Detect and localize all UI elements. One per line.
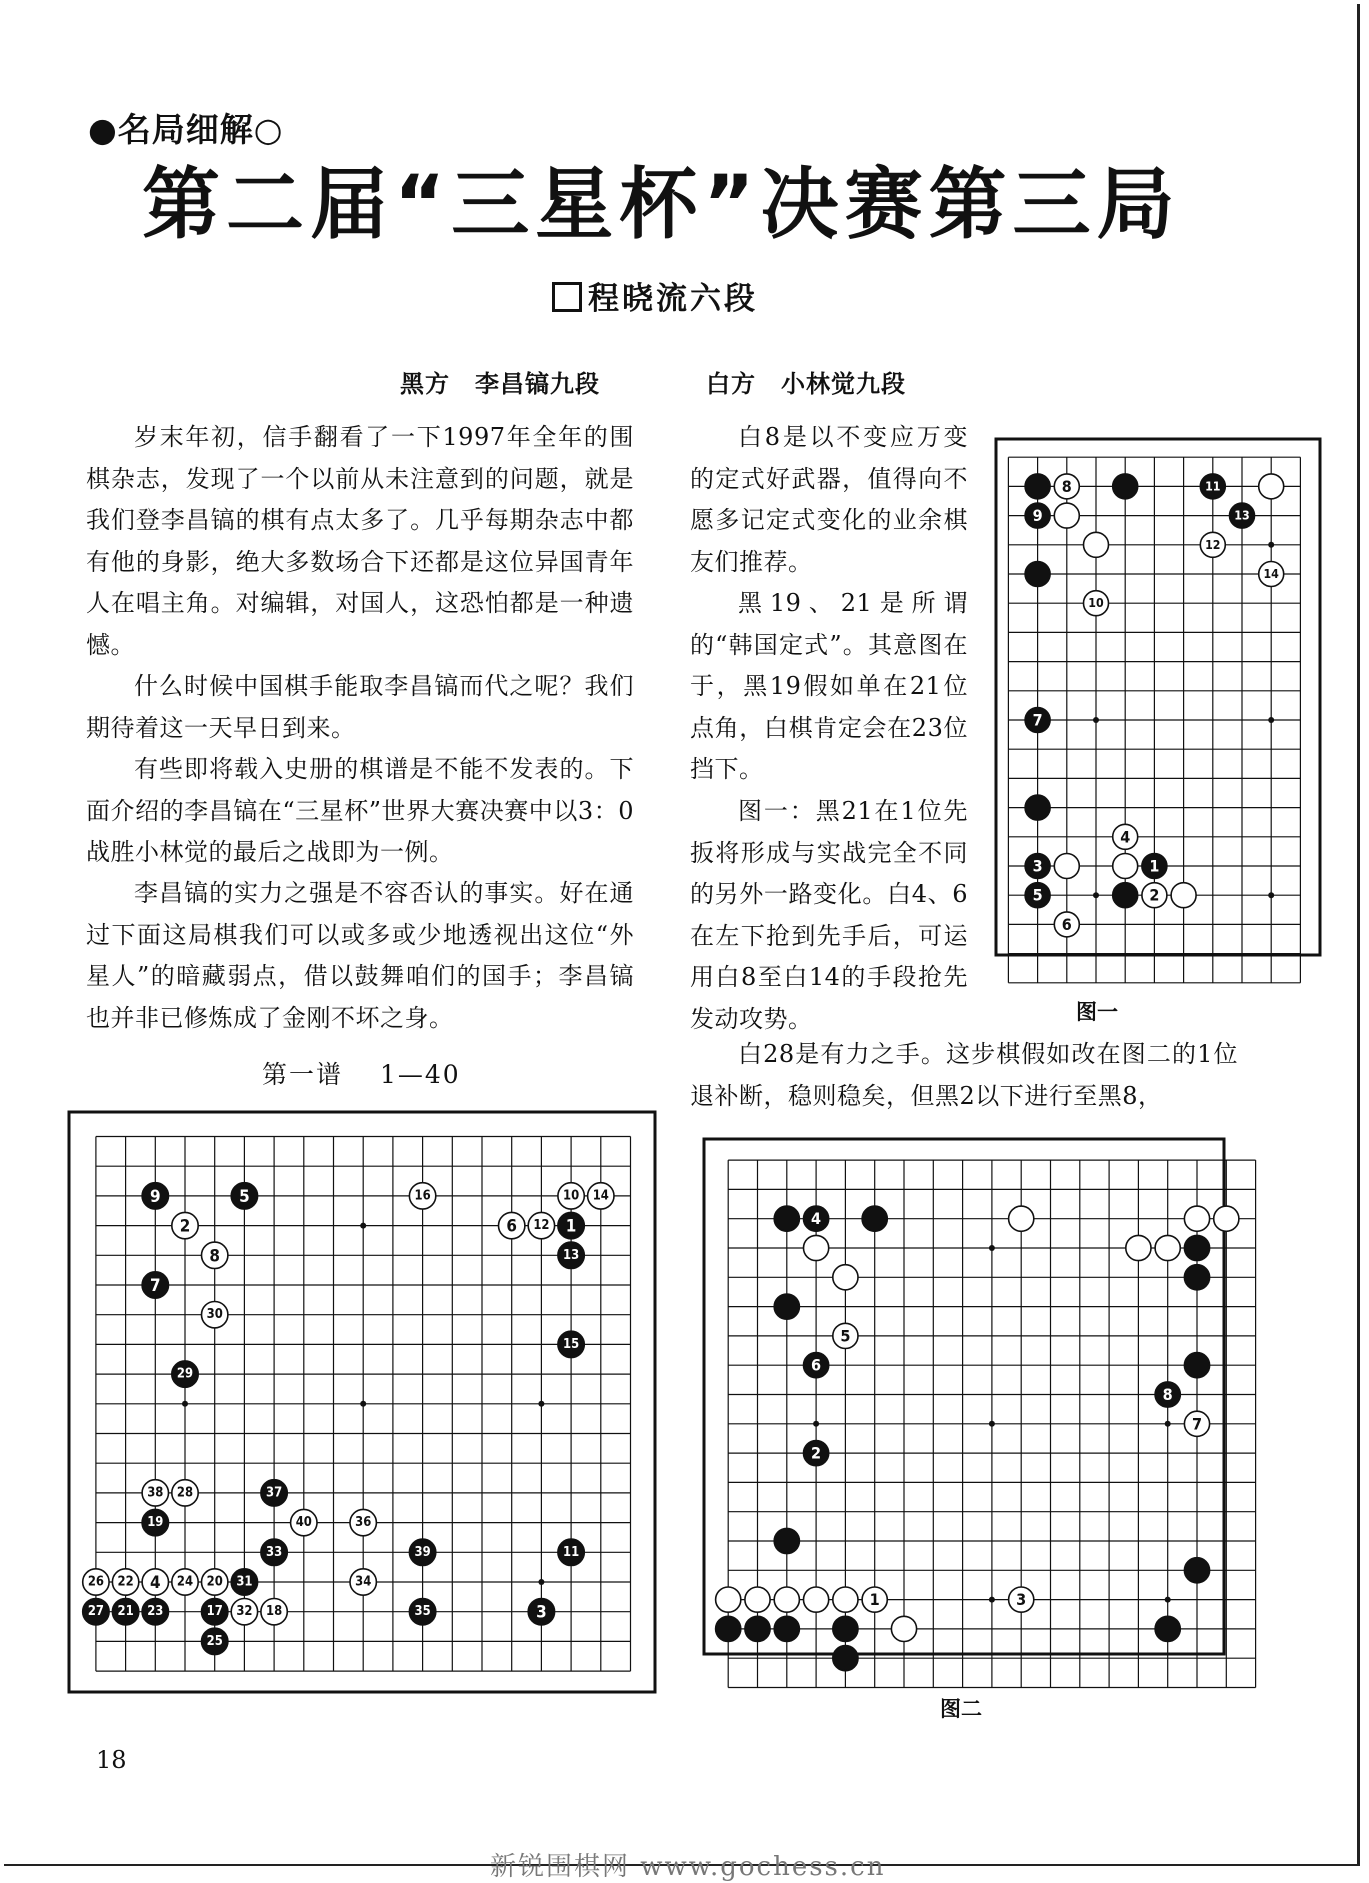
white-stone	[774, 1587, 799, 1612]
move-number: 3	[1032, 856, 1043, 876]
white-stone	[1259, 474, 1284, 499]
black-stone	[1025, 795, 1050, 820]
move-number: 8	[209, 1245, 220, 1266]
board-figure1-star-point	[1093, 717, 1099, 723]
white-stone	[1009, 1206, 1034, 1231]
black-stone	[745, 1616, 770, 1641]
move-number: 32	[236, 1604, 253, 1620]
move-number: 7	[150, 1275, 161, 1295]
white-stone	[833, 1587, 858, 1612]
move-number: 27	[87, 1604, 104, 1620]
board-figure2-star-point	[1165, 1597, 1171, 1603]
move-number: 18	[266, 1604, 283, 1620]
board-figure2	[702, 1137, 1227, 1657]
move-number: 7	[1032, 710, 1043, 730]
move-number: 9	[150, 1185, 161, 1206]
move-number: 16	[414, 1188, 431, 1204]
figure2-caption: 图二	[940, 1697, 982, 1721]
black-stone	[833, 1616, 858, 1641]
black-stone	[774, 1206, 799, 1231]
move-number: 12	[533, 1218, 550, 1234]
watermark: 新锐围棋网 www.gochess.cn	[490, 1852, 886, 1882]
right-paragraph-3: 图一：黑21在1位先扳将形成与实战完全不同的另外一路变化。白4、6在左下抢到先手后，可运用白8至白14的手段抢先发动攻势。	[690, 797, 968, 1033]
column-tag: ●名局细解○	[88, 110, 284, 149]
black-stone	[1184, 1265, 1209, 1290]
move-number: 14	[592, 1188, 609, 1204]
board-main-star-point	[538, 1401, 544, 1407]
board-figure1-star-point	[1268, 542, 1274, 548]
move-number: 2	[811, 1443, 822, 1463]
white-stone	[833, 1265, 858, 1290]
move-number: 19	[147, 1515, 164, 1531]
page-title: 第二届“三星杯”决赛第三局	[142, 160, 1181, 250]
move-number: 24	[176, 1574, 194, 1590]
board-figure1-star-point	[1268, 892, 1274, 898]
black-stone	[774, 1616, 799, 1641]
figure1-caption: 图一	[1076, 1000, 1118, 1024]
move-number: 11	[563, 1544, 580, 1560]
board-figure2-star-point	[989, 1421, 995, 1427]
white-stone	[1155, 1235, 1180, 1260]
board-figure1	[994, 437, 1304, 958]
move-number: 36	[355, 1515, 372, 1531]
move-number: 10	[1088, 596, 1104, 611]
right-paragraph-1: 白8是以不变应万变的定式好武器，值得向不愿多记定式变化的业余棋友们推荐。	[690, 423, 968, 576]
left-paragraph-4: 李昌镐的实力之强是不容否认的事实。好在通过下面这局棋我们可以或多或少地透视出这位“外星人”的暗藏弱点，借以鼓舞咱们的国手；李昌镐也并非已修炼成了金刚不坏之身。	[86, 879, 634, 1032]
move-number: 1	[1149, 856, 1160, 876]
black-stone	[774, 1528, 799, 1553]
move-number: 13	[1234, 508, 1250, 523]
move-number: 9	[1032, 506, 1043, 526]
author-name: 程晓流六段	[588, 281, 758, 317]
white-stone	[1184, 1206, 1209, 1231]
white-stone	[1113, 854, 1138, 879]
move-number: 1	[869, 1590, 880, 1610]
black-player: 黑方 李昌镐九段	[400, 370, 600, 398]
board-figure2-star-point	[989, 1245, 995, 1251]
author-line	[552, 273, 758, 318]
move-number: 4	[1120, 827, 1131, 847]
black-stone	[1155, 1616, 1180, 1641]
move-number: 11	[1205, 479, 1221, 494]
move-number: 26	[87, 1574, 104, 1590]
move-number: 7	[1191, 1414, 1203, 1434]
white-stone	[891, 1616, 916, 1641]
move-number: 12	[1205, 537, 1221, 552]
move-number: 6	[811, 1355, 822, 1375]
white-stone	[804, 1587, 829, 1612]
left-paragraph-3: 有些即将载入史册的棋谱是不能不发表的。下面介绍的李昌镐在“三星杯”世界大赛决赛中以3：0战胜小林觉的最后之战即为一例。	[86, 755, 634, 866]
left-paragraph-1: 岁末年初，信手翻看了一下1997年全年的围棋杂志，发现了一个以前从未注意到的问题，就是我们登李昌镐的棋有点太多了。几乎每期杂志中都有他的身影，绝大多数场合下还都是这位异国青年人在唱主角。对编辑，对国人，这恐怕都是一种遗憾。	[86, 423, 634, 659]
move-number: 6	[506, 1215, 517, 1236]
board-main	[67, 1110, 659, 1696]
move-number: 3	[1016, 1590, 1027, 1610]
white-stone	[1054, 503, 1079, 528]
black-stone	[833, 1646, 858, 1671]
move-number: 6	[1061, 914, 1072, 934]
board-main-star-point	[360, 1223, 366, 1229]
white-stone	[1084, 532, 1109, 557]
black-stone	[1184, 1558, 1209, 1583]
black-stone	[1113, 883, 1138, 908]
white-stone	[1126, 1235, 1151, 1260]
black-stone	[1025, 562, 1050, 587]
black-stone	[1113, 474, 1138, 499]
board-main-star-point	[182, 1401, 188, 1407]
move-number: 20	[206, 1574, 223, 1590]
move-number: 39	[414, 1544, 431, 1560]
author-box-icon	[552, 282, 582, 312]
black-stone	[716, 1616, 741, 1641]
move-number: 25	[206, 1633, 223, 1649]
move-number: 8	[1061, 476, 1072, 496]
move-number: 34	[355, 1574, 372, 1590]
move-number: 4	[811, 1209, 822, 1229]
board-figure1-star-point	[1268, 717, 1274, 723]
record-title: 第一谱 1—40	[262, 1060, 461, 1089]
black-stone	[1025, 474, 1050, 499]
move-number: 38	[147, 1485, 164, 1501]
white-stone	[1214, 1206, 1239, 1231]
move-number: 15	[563, 1336, 580, 1352]
white-stone	[745, 1587, 770, 1612]
move-number: 2	[1149, 885, 1160, 905]
move-number: 29	[176, 1366, 194, 1382]
move-number: 10	[563, 1188, 580, 1204]
move-number: 22	[117, 1574, 134, 1590]
left-paragraph-2: 什么时候中国棋手能取李昌镐而代之呢？我们期待着这一天早日到来。	[86, 672, 634, 742]
move-number: 2	[179, 1215, 191, 1236]
board-figure1-star-point	[1093, 892, 1099, 898]
board-figure2-star-point	[1165, 1421, 1171, 1427]
white-player: 白方 小林觉九段	[706, 370, 906, 398]
move-number: 5	[1032, 885, 1043, 905]
white-stone	[1054, 854, 1079, 879]
board-figure2-star-point	[813, 1421, 819, 1427]
move-number: 14	[1263, 567, 1279, 581]
move-number: 33	[266, 1544, 283, 1560]
move-number: 37	[266, 1485, 283, 1501]
board-figure2-star-point	[989, 1597, 995, 1603]
black-stone	[774, 1294, 799, 1319]
move-number: 40	[295, 1515, 312, 1531]
black-stone	[1184, 1235, 1209, 1260]
black-stone	[1184, 1353, 1209, 1378]
move-number: 21	[117, 1604, 134, 1620]
move-number: 1	[565, 1215, 577, 1236]
move-number: 5	[239, 1185, 250, 1206]
move-number: 31	[236, 1574, 253, 1590]
move-number: 8	[1162, 1385, 1173, 1404]
move-number: 5	[840, 1326, 851, 1346]
move-number: 30	[206, 1307, 223, 1323]
board-main-star-point	[360, 1401, 366, 1407]
move-number: 17	[206, 1604, 223, 1620]
move-number: 23	[147, 1604, 164, 1620]
board-main-star-point	[538, 1579, 544, 1585]
white-stone	[804, 1235, 829, 1260]
white-stone	[1171, 883, 1196, 908]
white-stone	[716, 1587, 741, 1612]
page-number: 18	[96, 1746, 127, 1774]
black-stone	[862, 1206, 887, 1231]
move-number: 35	[414, 1604, 431, 1620]
right-paragraph-2: 黑19、21是所谓的“韩国定式”。其意图在于，黑19假如单在21位点角，白棋肯定会在23位挡下。	[690, 589, 968, 783]
move-number: 3	[536, 1601, 547, 1622]
move-number: 4	[150, 1572, 161, 1592]
move-number: 13	[563, 1247, 580, 1263]
move-number: 28	[176, 1485, 194, 1501]
bottom-paragraph: 白28是有力之手。这步棋假如改在图二的1位退补断，稳则稳矣，但黑2以下进行至黑8，	[690, 1040, 1238, 1110]
